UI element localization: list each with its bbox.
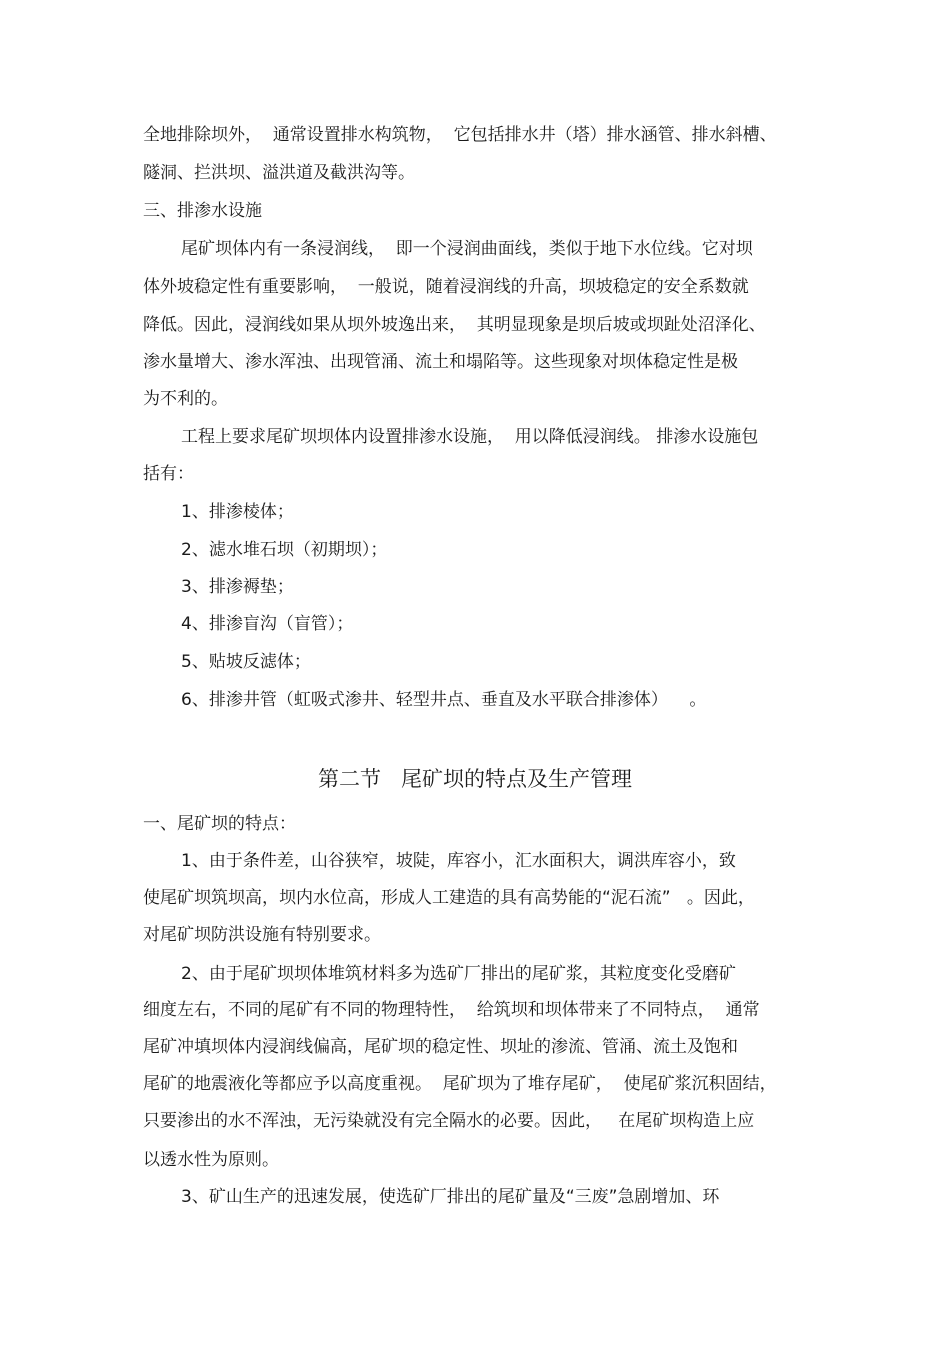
subsection-heading: 一、尾矿坝的特点：	[143, 814, 296, 834]
paragraph-line: 尾矿坝体内有一条浸润线， 即一个浸润曲面线，类似于地下水位线。它对坝	[181, 239, 753, 259]
paragraph-line: 尾矿的地震液化等都应予以高度重视。 尾矿坝为了堆存尾矿， 使尾矿浆沉积固结，	[143, 1074, 777, 1094]
list-item: 6、排渗井管（虹吸式渗井、轻型井点、垂直及水平联合排渗体） 。	[181, 690, 707, 710]
paragraph-line: 1、由于条件差，山谷狭窄，坡陡，库容小，汇水面积大，调洪库容小，致	[181, 851, 736, 871]
list-item: 4、排渗盲沟（盲管）；	[181, 614, 354, 634]
paragraph-line: 对尾矿坝防洪设施有特别要求。	[143, 925, 381, 945]
paragraph-line: 渗水量增大、渗水浑浊、出现管涌、流土和塌陷等。这些现象对坝体稳定性是极	[143, 352, 738, 372]
paragraph-line: 工程上要求尾矿坝坝体内设置排渗水设施， 用以降低浸润线。 排渗水设施包	[181, 427, 759, 447]
list-item: 2、滤水堆石坝（初期坝）；	[181, 540, 388, 560]
paragraph-line: 细度左右，不同的尾矿有不同的物理特性， 给筑坝和坝体带来了不同特点， 通常	[143, 1000, 760, 1020]
section-title: 第二节 尾矿坝的特点及生产管理	[317, 767, 633, 791]
paragraph-line: 体外坡稳定性有重要影响， 一般说，随着浸润线的升高，坝坡稳定的安全系数就	[143, 277, 749, 297]
list-item: 1、排渗棱体；	[181, 502, 294, 522]
paragraph-line: 括有：	[143, 464, 194, 484]
list-item: 3、排渗褥垫；	[181, 577, 294, 597]
paragraph-line: 尾矿冲填坝体内浸润线偏高，尾矿坝的稳定性、坝址的渗流、管涌、流土及饱和	[143, 1037, 738, 1057]
paragraph-line: 为不利的。	[143, 389, 228, 409]
paragraph-line: 隧洞、拦洪坝、溢洪道及截洪沟等。	[143, 163, 415, 183]
paragraph-line: 降低。因此，浸润线如果从坝外坡逸出来， 其明显现象是坝后坡或坝趾处沼泽化、	[143, 315, 766, 335]
list-item: 5、贴坡反滤体；	[181, 652, 311, 672]
subsection-heading: 三、排渗水设施	[143, 201, 262, 221]
paragraph-line: 全地排除坝外， 通常设置排水构筑物， 它包括排水井（塔）排水涵管、排水斜槽、	[143, 125, 777, 145]
paragraph-line: 2、由于尾矿坝坝体堆筑材料多为选矿厂排出的尾矿浆，其粒度变化受磨矿	[181, 964, 736, 984]
paragraph-line: 以透水性为原则。	[143, 1150, 279, 1170]
paragraph-line: 3、矿山生产的迅速发展，使选矿厂排出的尾矿量及“三废”急剧增加、环	[181, 1187, 720, 1207]
paragraph-line: 只要渗出的水不浑浊，无污染就没有完全隔水的必要。因此， 在尾矿坝构造上应	[143, 1111, 755, 1131]
paragraph-line: 使尾矿坝筑坝高，坝内水位高，形成人工建造的具有高势能的“泥石流” 。因此，	[143, 888, 755, 908]
